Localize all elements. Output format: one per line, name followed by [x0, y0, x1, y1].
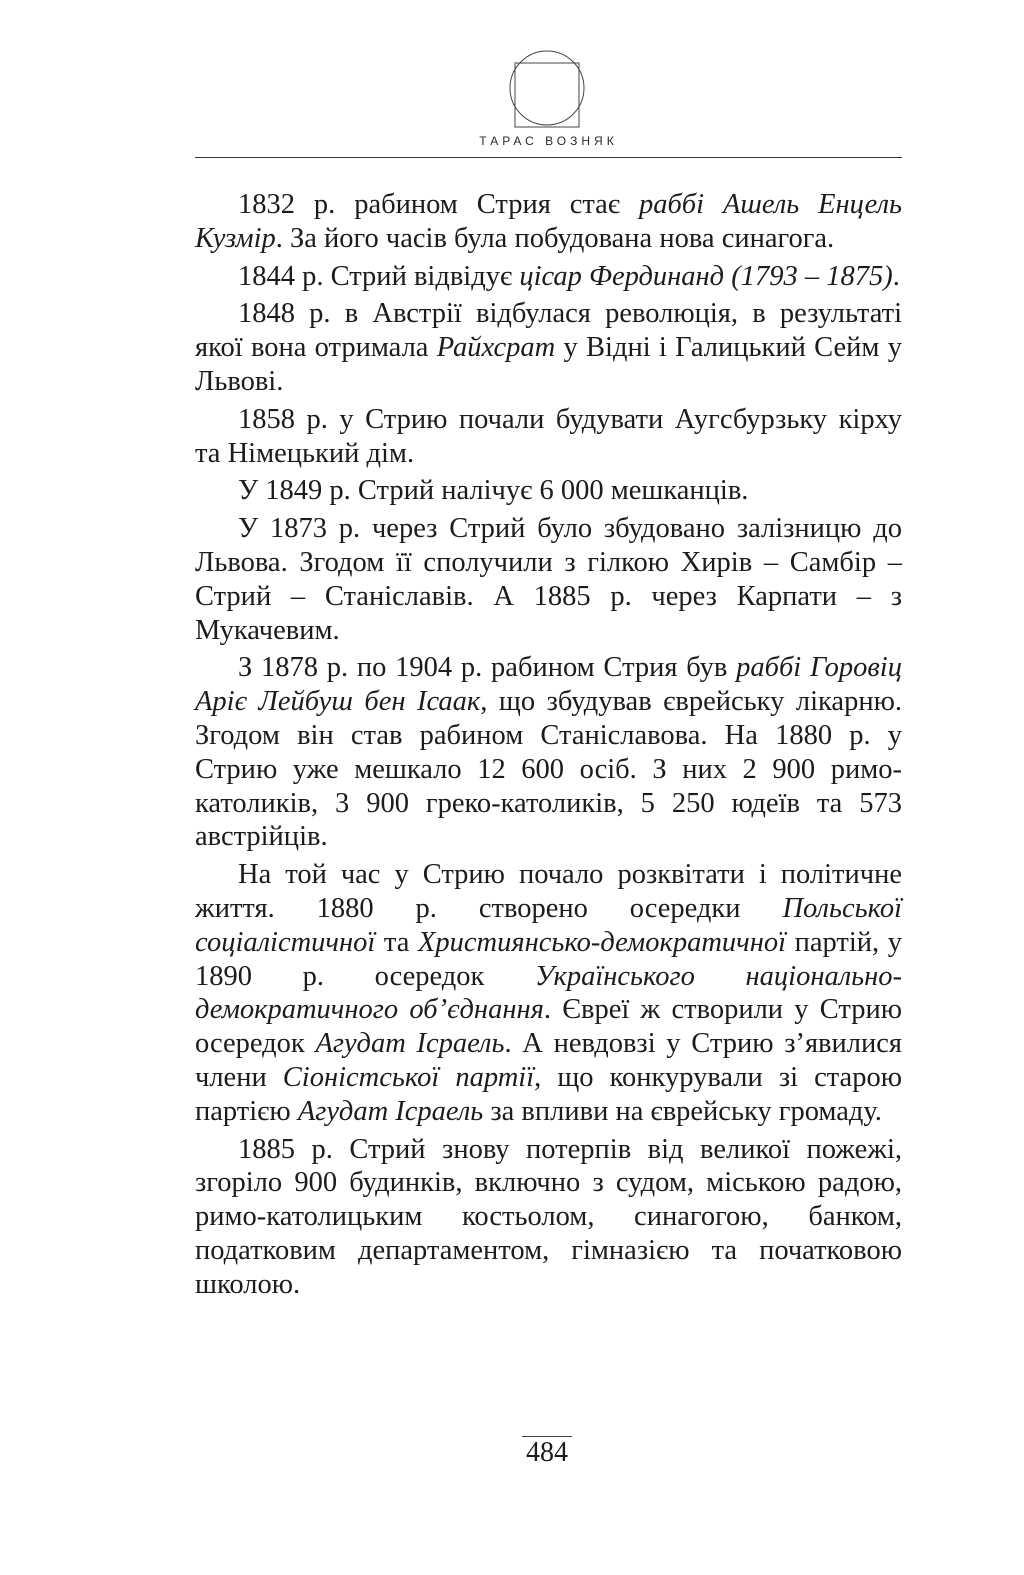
paragraph	[195, 188, 902, 256]
header-rule	[195, 157, 902, 158]
paragraph	[195, 474, 902, 508]
text-run: 1832 р. рабином Стрия стає	[238, 189, 639, 220]
italic-run: Райхсрат	[436, 332, 556, 364]
text-run: . Євреї ж створили у Стрию осередок	[195, 994, 902, 1060]
text-run: .	[892, 260, 900, 292]
body-text	[195, 188, 902, 1302]
italic-run: Агудат Ісраель	[315, 1028, 505, 1060]
text-run: та	[375, 926, 418, 958]
text-run: З 1878 р. по 1904 р. рабином Стрия був	[238, 652, 737, 684]
text-run: у Відні і Галицький Сейм у Львові.	[195, 332, 902, 397]
text-run: за впливи на єврейську громаду.	[483, 1095, 882, 1127]
paragraph	[195, 260, 902, 294]
running-head: ТАРАС ВОЗНЯК	[479, 134, 618, 148]
circle-square-logo-icon	[508, 44, 586, 140]
paragraph	[195, 1133, 902, 1302]
text-run: партій, у 1890 р. осередок	[195, 926, 903, 992]
text-run: 1885 р. Стрий знову потерпів від великої пожежі, згоріло 900 будинків, включно з судом, міською радою, римо-католицьким костьолом, синагогою, банком, податковим департаментом, гімназією та початковою школою.	[195, 1133, 902, 1300]
paragraph	[195, 858, 902, 1128]
italic-run: Агудат Ісраель	[297, 1095, 484, 1127]
text-run: . За його часів була побудована нова синагога.	[275, 222, 835, 254]
paragraph	[195, 512, 902, 647]
italic-run: Християнсько-демократичної	[417, 926, 787, 958]
italic-run: цісар Фердинанд (1793 – 1875)	[519, 260, 893, 292]
text-run: . А невдовзі у Стрию з’явилися члени	[195, 1028, 902, 1093]
paragraph	[195, 651, 902, 854]
italic-run: раббі Горовіц Аріє Лейбуш бен Ісаак,	[195, 652, 902, 718]
italic-run: Українського національно-демократичного об’єднання	[195, 960, 903, 1026]
text-run: У 1873 р. через Стрий було збудовано залізницю до Львова. Згодом її сполучили з гілкою Хирів – Самбір – Стрий – Станіславів. А 1885 р. через Карпати – з Мукачевим.	[195, 513, 902, 646]
text-run: , що конкурували зі старою партією	[195, 1061, 902, 1127]
paragraph	[195, 403, 902, 471]
text-run: На той час у Стрию почало розквітати і політичне життя. 1880 р. створено осередки	[195, 859, 902, 924]
italic-run: Сіоністської партії	[282, 1061, 535, 1093]
paragraph	[195, 297, 902, 398]
text-run: що збудував єврейську лікарню. Згодом він став рабином Станіславова. На 1880 р. у Стрию уже мешкало 12 600 осіб. З них 2 900 римо-католиків, 3 900 греко-католиків, 5 250 юдеїв та 573 австрійців.	[195, 686, 902, 853]
page-number: 484	[522, 1436, 572, 1468]
italic-run: раббі Ашель Енцель Кузмір	[195, 189, 902, 254]
text-run: У 1849 р. Стрий налічує 6 000 мешканців.	[238, 475, 749, 507]
text-run: 1844 р. Стрий відвідує	[238, 260, 520, 292]
text-run: 1858 р. у Стрию почали будувати Аугсбурзьку кірху та Німецький дім.	[195, 403, 902, 469]
text-run: 1848 р. в Австрії відбулася революція, в результаті якої вона отримала	[195, 298, 902, 364]
italic-run: Польської соціалістичної	[195, 892, 902, 958]
